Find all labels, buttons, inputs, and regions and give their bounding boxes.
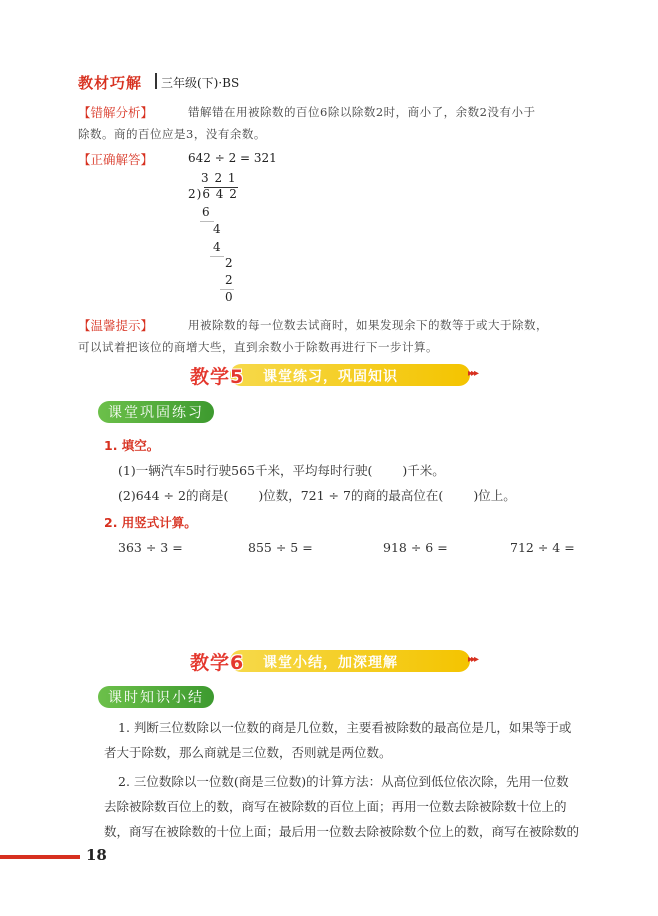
tip-line2: 可以试着把该位的商增大些，直到余数小于除数再进行下一步计算。 bbox=[78, 340, 438, 354]
header-divider bbox=[155, 73, 157, 89]
brand-title: 教材巧解 bbox=[78, 74, 143, 92]
section-title-5: 课堂练习，巩固知识 bbox=[263, 369, 398, 385]
division-rule-1 bbox=[200, 221, 214, 222]
summary-p2-line1: 2. 三位数除以一位数(商是三位数)的计算方法：从高位到低位依次除，先用一位数 bbox=[118, 774, 569, 789]
error-analysis-line2: 除数。商的百位应是3，没有余数。 bbox=[78, 127, 266, 141]
tip-tag: 【温馨提示】 bbox=[78, 318, 154, 333]
section-banner-5 bbox=[190, 362, 490, 388]
section-title-6: 课堂小结，加深理解 bbox=[263, 655, 398, 671]
division-step-6: 0 bbox=[225, 290, 233, 304]
error-analysis-line1: 错解错在用被除数的百位6除以除数2时，商小了，余数2没有小于 bbox=[188, 105, 536, 119]
division-dividend: 2)6 4 2 bbox=[188, 187, 238, 201]
section-label-5: 教学5 bbox=[190, 366, 245, 388]
division-step-1: 6 bbox=[202, 205, 210, 219]
q1-item2 bbox=[118, 486, 516, 504]
footer-accent-bar bbox=[0, 855, 80, 859]
tip-line1: 用被除数的每一位数去试商时，如果发现余下的数等于或大于除数， bbox=[188, 318, 548, 332]
correct-answer-tag: 【正确解答】 bbox=[78, 152, 154, 167]
practice-pill-label: 课堂巩固练习 bbox=[108, 405, 204, 421]
summary-p1-line1: 1. 判断三位数除以一位数的商是几位数，主要看被除数的最高位是几，如果等于或 bbox=[118, 720, 572, 735]
division-step-2: 4 bbox=[213, 222, 221, 236]
q1-item1-a: (1)一辆汽车5时行驶565千米，平均每时行驶( bbox=[118, 463, 373, 478]
q2-problem-3: 918 ÷ 6 = bbox=[383, 540, 448, 555]
division-step-5: 2 bbox=[225, 273, 233, 287]
summary-pill bbox=[98, 686, 214, 708]
arrows-icon: ▸▸▸ bbox=[468, 368, 478, 379]
section-label-6: 教学6 bbox=[190, 652, 245, 674]
error-analysis-tag: 【错解分析】 bbox=[78, 105, 154, 120]
summary-p1-line2: 者大于除数，那么商就是三位数，否则就是两位数。 bbox=[104, 745, 392, 760]
q2-problem-1: 363 ÷ 3 = bbox=[118, 540, 183, 555]
division-step-4: 2 bbox=[225, 256, 233, 270]
practice-pill bbox=[98, 401, 214, 423]
correct-answer-equation: 642 ÷ 2 = 321 bbox=[188, 151, 277, 165]
q1-item2-b: )位数，721 ÷ 7的商的最高位在( bbox=[258, 488, 444, 503]
q1-heading: 1. 填空。 bbox=[104, 438, 160, 453]
section-banner-6 bbox=[190, 648, 490, 674]
arrows-icon: ▸▸▸ bbox=[468, 654, 478, 665]
division-step-3: 4 bbox=[213, 240, 221, 254]
q2-problem-4: 712 ÷ 4 = bbox=[510, 540, 575, 555]
page-number: 18 bbox=[86, 846, 107, 864]
summary-pill-label: 课时知识小结 bbox=[108, 690, 204, 706]
q2-problem-2: 855 ÷ 5 = bbox=[248, 540, 313, 555]
division-rule-2 bbox=[210, 256, 224, 257]
q1-item2-c: )位上。 bbox=[473, 488, 516, 503]
division-quotient: 3 2 1 bbox=[201, 171, 237, 185]
summary-p2-line2: 去除被除数百位上的数，商写在被除数的百位上面；再用一位数去除被除数十位上的 bbox=[104, 799, 567, 814]
q1-item1-b: )千米。 bbox=[402, 463, 445, 478]
q1-item1 bbox=[118, 461, 445, 479]
summary-p2-line3: 数，商写在被除数的十位上面；最后用一位数去除被除数个位上的数，商写在被除数的 bbox=[104, 824, 580, 839]
q1-item2-a: (2)644 ÷ 2的商是( bbox=[118, 488, 229, 503]
q2-heading: 2. 用竖式计算。 bbox=[104, 515, 197, 530]
grade-label: 三年级(下)·BS bbox=[161, 76, 240, 90]
